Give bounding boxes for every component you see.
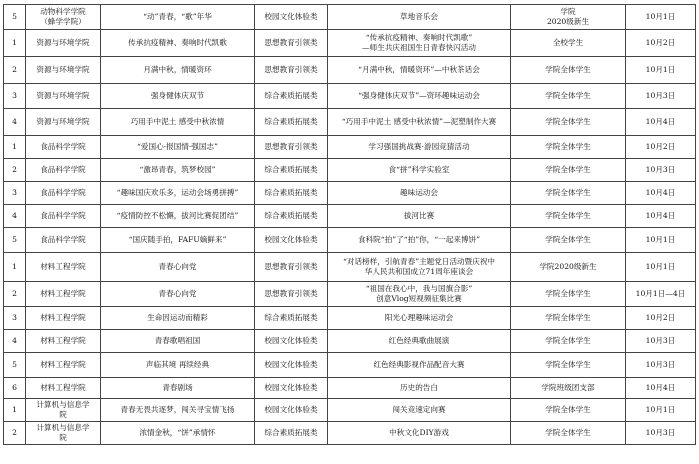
audience-cell: 学院全体学生 (511, 205, 626, 228)
table-row (4, 109, 696, 136)
table-row (4, 282, 696, 307)
college-cell: 食品科学学院 (26, 182, 101, 205)
date-cell: 10月4日 (626, 205, 696, 228)
theme-cell: “动”青春，“歌”年华 (101, 5, 255, 30)
table-row (4, 182, 696, 205)
activity-cell: “月满中秋，情暖资环”—中秋茶话会 (328, 57, 511, 84)
row-index: 1 (4, 399, 26, 422)
date-cell: 10月3日 (626, 84, 696, 109)
date-cell: 10月2日 (626, 30, 696, 57)
theme-cell: 青春歌唱祖国 (101, 330, 255, 353)
date-cell: 10月2日 (626, 307, 696, 330)
row-index: 1 (4, 253, 26, 282)
theme-cell: “疫情防控不松懈，拔河比赛促团结” (101, 205, 255, 228)
college-cell: 材料工程学院 (26, 253, 101, 282)
date-cell: 10月3日 (626, 330, 696, 353)
theme-cell: 青春无畏共逐梦，闯关寻宝情飞扬 (101, 399, 255, 422)
audience-cell: 学院2020级新生 (511, 253, 626, 282)
college-cell: 食品科学学院 (26, 205, 101, 228)
activity-cell: 阳光心理趣味运动会 (328, 307, 511, 330)
college-cell: 材料工程学院 (26, 307, 101, 330)
row-index: 2 (4, 422, 26, 445)
date-cell: 10月2日 (626, 136, 696, 159)
category-cell: 校园文化体验类 (255, 353, 328, 378)
theme-cell: 巧用手中泥土 感受中秋浓情 (101, 109, 255, 136)
category-cell: 综合素质拓展类 (255, 159, 328, 182)
audience-cell: 学院全体学生 (511, 307, 626, 330)
college-cell: 食品科学学院 (26, 136, 101, 159)
table-row (4, 399, 696, 422)
row-index: 3 (4, 307, 26, 330)
activity-cell: “传承抗疫精神、奏响时代凯歌” —师生共庆祖国生日青春快闪活动 (328, 30, 511, 57)
audience-cell: 学院 2020级新生 (511, 5, 626, 30)
date-cell: 10月1日 (626, 253, 696, 282)
audience-cell: 学院全体学生 (511, 330, 626, 353)
audience-cell: 学院全体学生 (511, 159, 626, 182)
audience-cell: 学院全体学生 (511, 109, 626, 136)
theme-cell: 生命因运动而精彩 (101, 307, 255, 330)
activity-cell: 闯关竞速定向赛 (328, 399, 511, 422)
table-row (4, 228, 696, 253)
date-cell: 10月3日 (626, 159, 696, 182)
audience-cell: 学院全体学生 (511, 57, 626, 84)
table-row (4, 205, 696, 228)
category-cell: 校园文化体验类 (255, 399, 328, 422)
table-row (4, 57, 696, 84)
row-index: 4 (4, 205, 26, 228)
college-cell: 材料工程学院 (26, 353, 101, 378)
category-cell: 思想教育引领类 (255, 253, 328, 282)
theme-cell: “趣味国庆欢乐多，运动会场勇拼搏” (101, 182, 255, 205)
row-index: 5 (4, 5, 26, 30)
date-cell: 10月4日 (626, 109, 696, 136)
table-row (4, 5, 696, 30)
date-cell: 10月3日 (626, 353, 696, 378)
row-index: 5 (4, 228, 26, 253)
college-cell: 材料工程学院 (26, 378, 101, 399)
theme-cell: 青春心向党 (101, 253, 255, 282)
audience-cell: 学院全体学生 (511, 282, 626, 307)
table-row (4, 136, 696, 159)
table-row (4, 330, 696, 353)
theme-cell: 强身健体庆双节 (101, 84, 255, 109)
row-index: 1 (4, 136, 26, 159)
category-cell: 思想教育引领类 (255, 136, 328, 159)
college-cell: 材料工程学院 (26, 282, 101, 307)
row-index: 2 (4, 57, 26, 84)
date-cell: 10月3日 (626, 422, 696, 445)
date-cell: 10月4日 (626, 378, 696, 399)
table-row (4, 353, 696, 378)
activity-cell: 草地音乐会 (328, 5, 511, 30)
audience-cell: 全校学生 (511, 30, 626, 57)
category-cell: 校园文化体验类 (255, 5, 328, 30)
table-row (4, 253, 696, 282)
college-cell: 资源与环境学院 (26, 84, 101, 109)
college-cell: 食品科学学院 (26, 228, 101, 253)
category-cell: 校园文化体验类 (255, 330, 328, 353)
row-index: 3 (4, 182, 26, 205)
table-row (4, 378, 696, 399)
category-cell: 校园文化体验类 (255, 378, 328, 399)
theme-cell: 青春剧场 (101, 378, 255, 399)
theme-cell: 传承抗疫精神、奏响时代凯歌 (101, 30, 255, 57)
audience-cell: 学院全体学生 (511, 422, 626, 445)
category-cell: 校园文化体验类 (255, 228, 328, 253)
date-cell: 10月1日 (626, 5, 696, 30)
table-row (4, 30, 696, 57)
theme-cell: 月满中秋，情暖资环 (101, 57, 255, 84)
activity-cell: 食“拼”科学实验室 (328, 159, 511, 182)
activity-cell: “祖国在我心中，我与国旗合影” 创意Vlog短视频征集比赛 (328, 282, 511, 307)
date-cell: 10月1日 (626, 399, 696, 422)
date-cell: 10月1日—4日 (626, 282, 696, 307)
activity-cell: 学习强国挑战赛·游园竞猜活动 (328, 136, 511, 159)
college-cell: 资源与环境学院 (26, 57, 101, 84)
audience-cell: 学院全体学生 (511, 399, 626, 422)
college-cell: 材料工程学院 (26, 330, 101, 353)
college-cell: 计算机与信息学 院 (26, 422, 101, 445)
row-index: 2 (4, 159, 26, 182)
date-cell: 10月1日 (626, 57, 696, 84)
activity-cell: 红色经典影视作品配音大赛 (328, 353, 511, 378)
theme-cell: 青春心向党 (101, 282, 255, 307)
category-cell: 综合素质拓展类 (255, 182, 328, 205)
activity-cell: 拔河比赛 (328, 205, 511, 228)
activity-cell: “强身健体庆双节”—资环趣味运动会 (328, 84, 511, 109)
theme-cell: “爱国心·报国情·强国志” (101, 136, 255, 159)
activity-cell: 历史的告白 (328, 378, 511, 399)
college-cell: 资源与环境学院 (26, 109, 101, 136)
college-cell: 食品科学学院 (26, 159, 101, 182)
activity-cell: “巧用手中泥土 感受中秋浓情”—泥塑制作大赛 (328, 109, 511, 136)
audience-cell: 学院全体学生 (511, 228, 626, 253)
category-cell: 思想教育引领类 (255, 282, 328, 307)
date-cell: 10月4日 (626, 182, 696, 205)
activity-cell: 红色经典歌曲展演 (328, 330, 511, 353)
activity-cell: “对话榜样，引航青春”主题党日活动暨庆祝中 华人民共和国成立71周年座谈会 (328, 253, 511, 282)
activity-schedule-table (3, 4, 696, 445)
row-index: 5 (4, 353, 26, 378)
category-cell: 综合素质拓展类 (255, 84, 328, 109)
activity-cell: 食科院“拍”了“拍”你，“一起来博饼” (328, 228, 511, 253)
theme-cell: “激昂青春，筑梦校园” (101, 159, 255, 182)
category-cell: 综合素质拓展类 (255, 109, 328, 136)
college-cell: 计算机与信息学 院 (26, 399, 101, 422)
activity-cell: 中秋文化DIY游戏 (328, 422, 511, 445)
audience-cell: 学院全体学生 (511, 353, 626, 378)
audience-cell: 学院全体学生 (511, 136, 626, 159)
row-index: 4 (4, 109, 26, 136)
theme-cell: 声临其境 再续经典 (101, 353, 255, 378)
theme-cell: 浓情金秋，“饼”承情怀 (101, 422, 255, 445)
audience-cell: 学院全体学生 (511, 84, 626, 109)
theme-cell: “国庆随手拍，FAFU嫡鲜来” (101, 228, 255, 253)
row-index: 6 (4, 378, 26, 399)
category-cell: 综合素质拓展类 (255, 422, 328, 445)
category-cell: 思想教育引领类 (255, 57, 328, 84)
row-index: 4 (4, 330, 26, 353)
audience-cell: 学院班级团支部 (511, 378, 626, 399)
audience-cell: 学院全体学生 (511, 182, 626, 205)
college-cell: 资源与环境学院 (26, 30, 101, 57)
table-row (4, 84, 696, 109)
date-cell: 10月1日 (626, 228, 696, 253)
row-index: 3 (4, 84, 26, 109)
row-index: 2 (4, 282, 26, 307)
activity-cell: 趣味运动会 (328, 182, 511, 205)
row-index: 1 (4, 30, 26, 57)
category-cell: 综合素质拓展类 (255, 307, 328, 330)
table-row (4, 307, 696, 330)
category-cell: 思想教育引领类 (255, 30, 328, 57)
table-row (4, 422, 696, 445)
table-row (4, 159, 696, 182)
college-cell: 动物科学学院 （蜂学学院） (26, 5, 101, 30)
category-cell: 综合素质拓展类 (255, 205, 328, 228)
